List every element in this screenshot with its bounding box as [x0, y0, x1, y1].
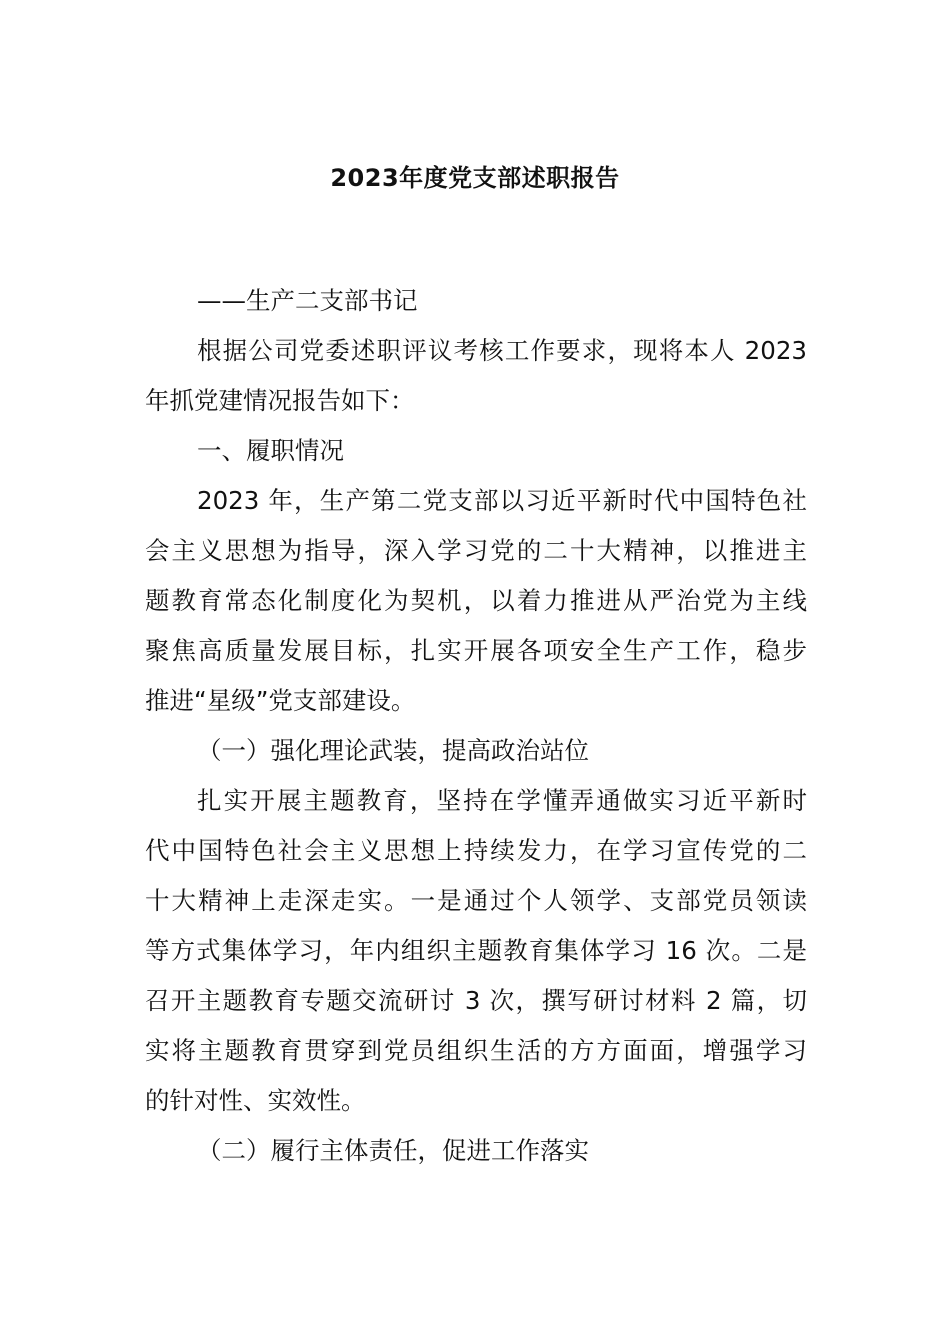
paragraph-line: 年抓党建情况报告如下： [145, 386, 415, 415]
paragraph-line: 扎实开展主题教育，坚持在学懂弄通做实习近平新时 [197, 786, 807, 815]
paragraph-line: 题教育常态化制度化为契机，以着力推进从严治党为主线 [145, 586, 807, 615]
paragraph-line: 根据公司党委述职评议考核工作要求，现将本人 2023 [197, 336, 807, 365]
paragraph-line: 代中国特色社会主义思想上持续发力，在学习宣传党的二 [145, 836, 807, 865]
paragraph-line: 聚焦高质量发展目标，扎实开展各项安全生产工作，稳步 [145, 636, 807, 665]
subsection-heading: （一）强化理论武装，提高政治站位 [197, 736, 589, 765]
paragraph-line: 推进“星级”党支部建设。 [145, 686, 416, 715]
author-line: ——生产二支部书记 [197, 286, 418, 315]
subsection-heading: （二）履行主体责任，促进工作落实 [197, 1136, 589, 1165]
paragraph-line: 召开主题教育专题交流研讨 3 次，撰写研讨材料 2 篇，切 [145, 986, 807, 1015]
section-heading: 一、履职情况 [197, 436, 344, 465]
paragraph-line: 2023 年，生产第二党支部以习近平新时代中国特色社 [197, 486, 807, 515]
paragraph-line: 的针对性、实效性。 [145, 1086, 366, 1115]
document-title: 2023年度党支部述职报告 [330, 164, 620, 192]
paragraph-line: 等方式集体学习，年内组织主题教育集体学习 16 次。二是 [145, 936, 807, 965]
paragraph-line: 实将主题教育贯穿到党员组织生活的方方面面，增强学习 [145, 1036, 807, 1065]
paragraph-line: 十大精神上走深走实。一是通过个人领学、支部党员领读 [145, 886, 807, 915]
paragraph-line: 会主义思想为指导，深入学习党的二十大精神，以推进主 [145, 536, 807, 565]
